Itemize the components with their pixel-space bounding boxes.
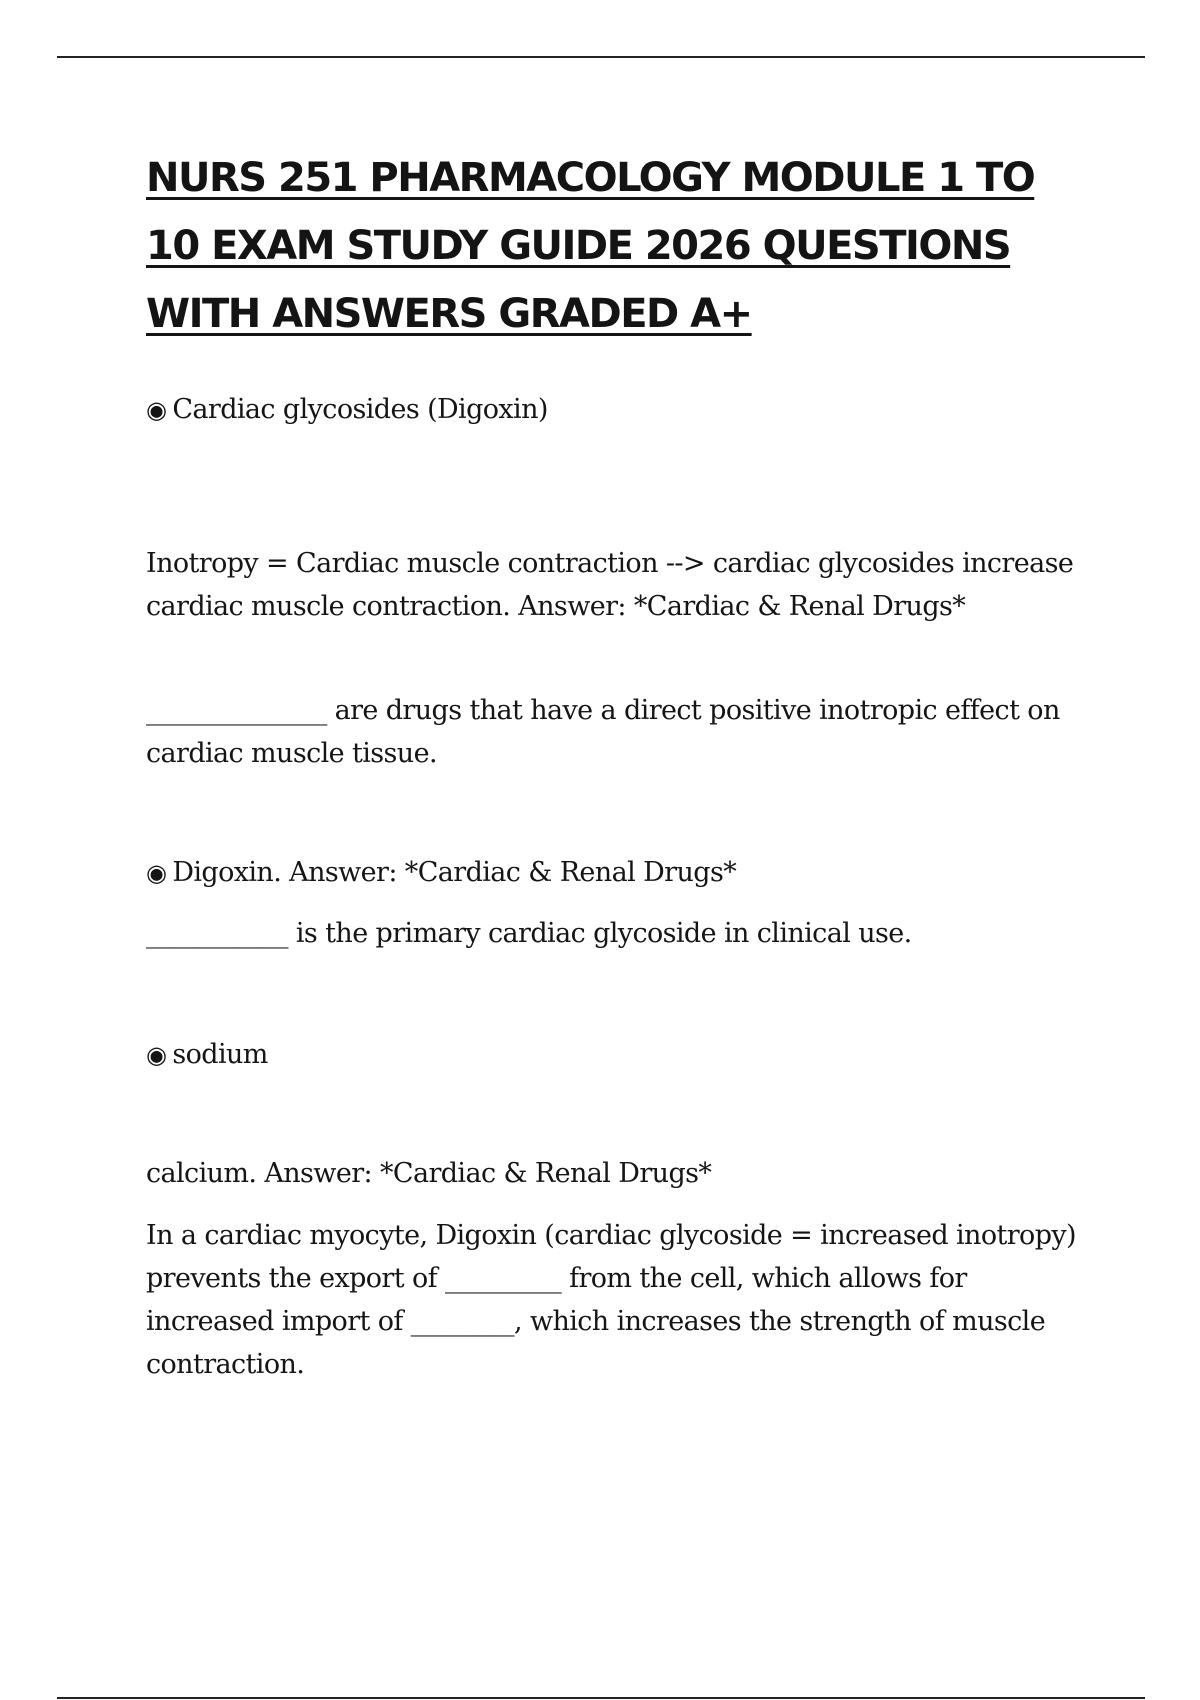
bottom-rule (57, 1697, 1145, 1699)
top-rule (57, 56, 1145, 58)
item-1-heading (146, 388, 1086, 432)
bullet-icon: ◉ (146, 396, 167, 424)
bullet-icon: ◉ (146, 1041, 167, 1069)
bullet-icon: ◉ (146, 859, 167, 887)
item-1-heading-text: Cardiac glycosides (Digoxin) (172, 394, 548, 425)
item-2-question: ___________ is the primary cardiac glycoside in clinical use. (146, 918, 912, 949)
item-2-heading-text: Digoxin. Answer: *Cardiac & Renal Drugs* (172, 857, 737, 888)
item-3-heading-text: sodium (172, 1039, 268, 1070)
item-1-question: ______________ are drugs that have a direct positive inotropic effect on cardiac muscle tissue. (146, 695, 1060, 769)
item-3-heading (146, 1033, 1086, 1077)
item-1-answer: Inotropy = Cardiac muscle contraction --> cardiac glycosides increase cardiac muscle contraction. Answer: *Cardiac & Renal Drugs* (146, 548, 1074, 622)
item-3-answer: calcium. Answer: *Cardiac & Renal Drugs* (146, 1158, 712, 1189)
document-title: NURS 251 PHARMACOLOGY MODULE 1 TO 10 EXAM STUDY GUIDE 2026 QUESTIONS WITH ANSWERS GRADED A+ (146, 155, 1035, 337)
item-3-question: In a cardiac myocyte, Digoxin (cardiac glycoside = increased inotropy) prevents the export of _________ from the cell, which allows for increased import of ________, which increases the strength of muscle contraction. (146, 1220, 1076, 1380)
item-2-heading (146, 851, 1086, 895)
